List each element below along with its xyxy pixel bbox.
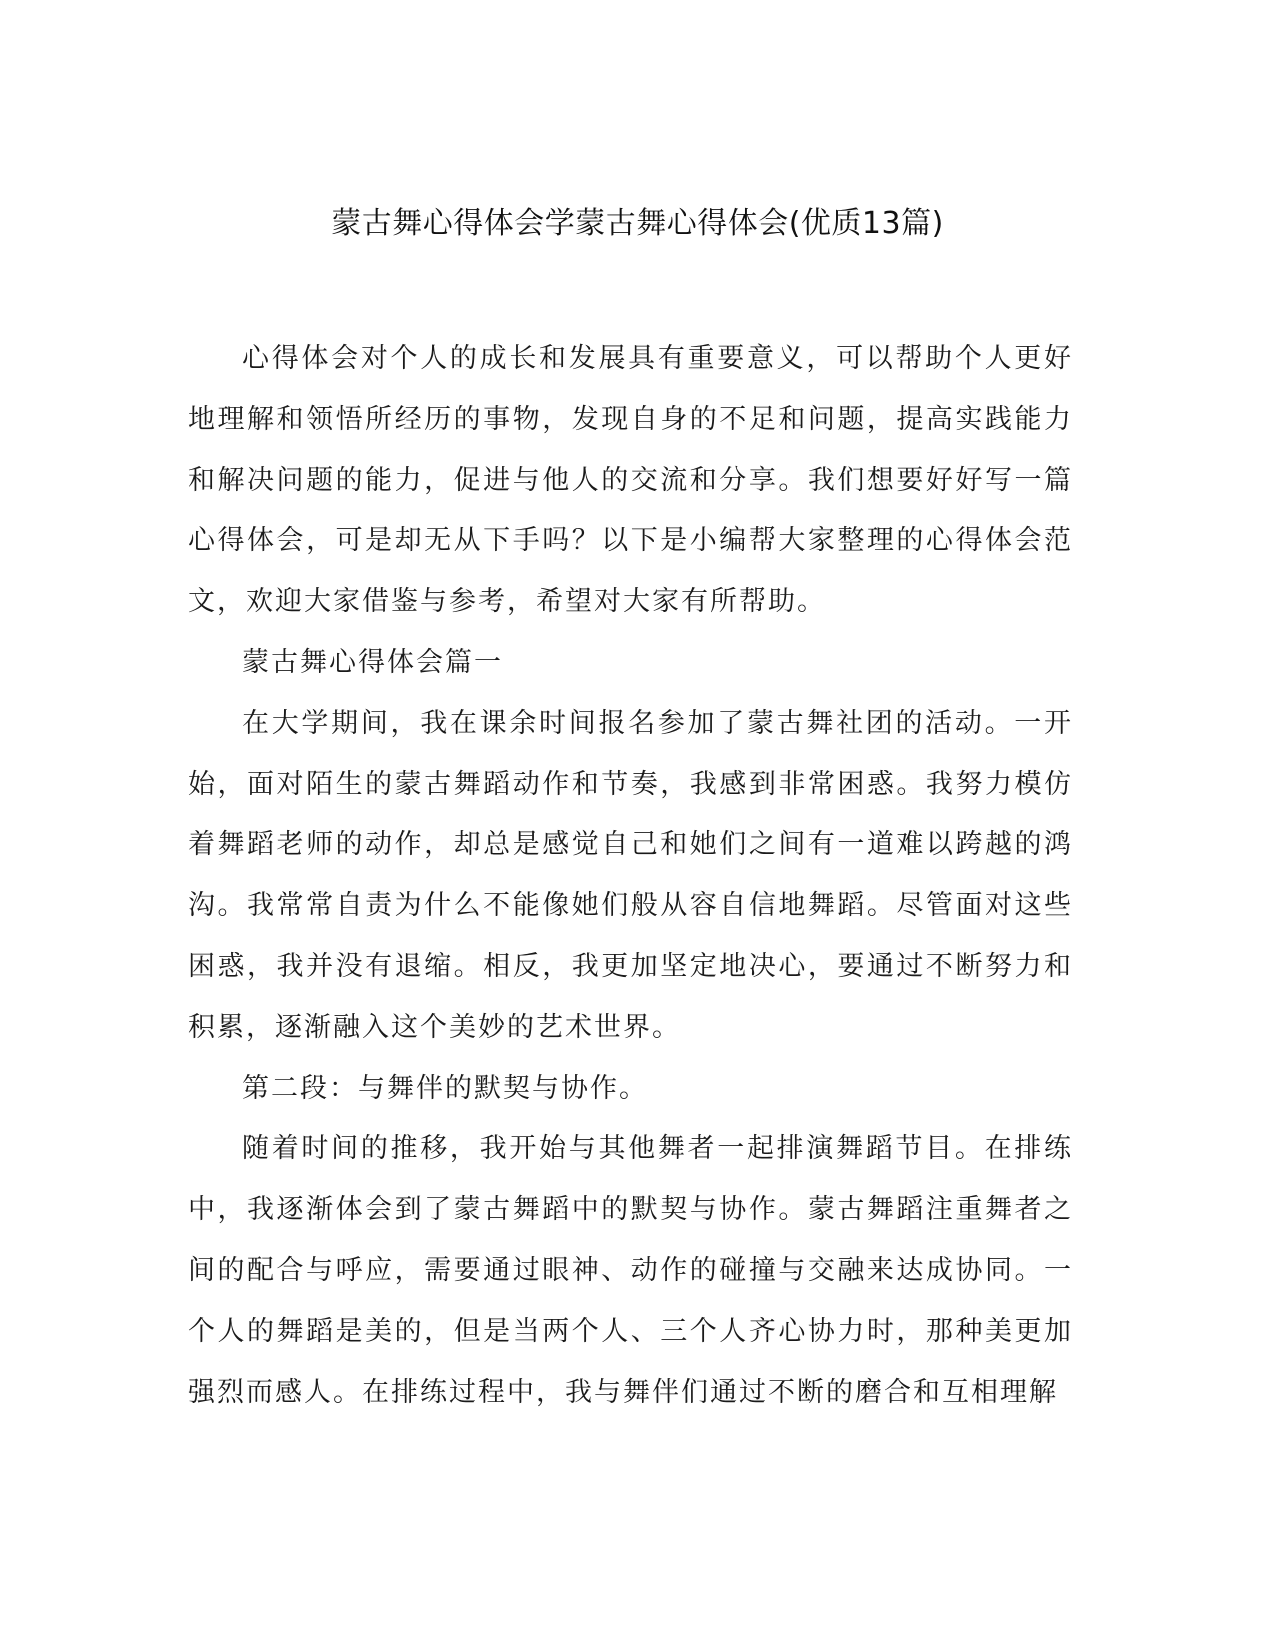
section-subheading: 第二段：与舞伴的默契与协作。 (242, 1072, 648, 1104)
document-title: 蒙古舞心得体会学蒙古舞心得体会(优质13篇) (331, 206, 944, 241)
document-body (188, 329, 1073, 1423)
section-heading: 蒙古舞心得体会篇一 (242, 646, 503, 678)
intro-paragraph: 心得体会对个人的成长和发展具有重要意义，可以帮助个人更好地理解和领悟所经历的事物，发现自身的不足和问题，提高实践能力和解决问题的能力，促进与他人的交流和分享。我们想要好好写一篇心得体会，可是却无从下手吗？以下是小编帮大家整理的心得体会范文，欢迎大家借鉴与参考，希望对大家有所帮助。 (188, 343, 1073, 618)
body-paragraph: 在大学期间，我在课余时间报名参加了蒙古舞社团的活动。一开始，面对陌生的蒙古舞蹈动作和节奏，我感到非常困惑。我努力模仿着舞蹈老师的动作，却总是感觉自己和她们之间有一道难以跨越的鸿沟。我常常自责为什么不能像她们般从容自信地舞蹈。尽管面对这些困惑，我并没有退缩。相反，我更加坚定地决心，要通过不断努力和积累，逐渐融入这个美妙的艺术世界。 (188, 707, 1073, 1043)
body-paragraph: 随着时间的推移，我开始与其他舞者一起排演舞蹈节目。在排练中，我逐渐体会到了蒙古舞蹈中的默契与协作。蒙古舞蹈注重舞者之间的配合与呼应，需要通过眼神、动作的碰撞与交融来达成协同。一个人的舞蹈是美的，但是当两个人、三个人齐心协力时，那种美更加强烈而感人。在排练过程中，我与舞伴们通过不断的磨合和互相理解 (188, 1133, 1073, 1408)
